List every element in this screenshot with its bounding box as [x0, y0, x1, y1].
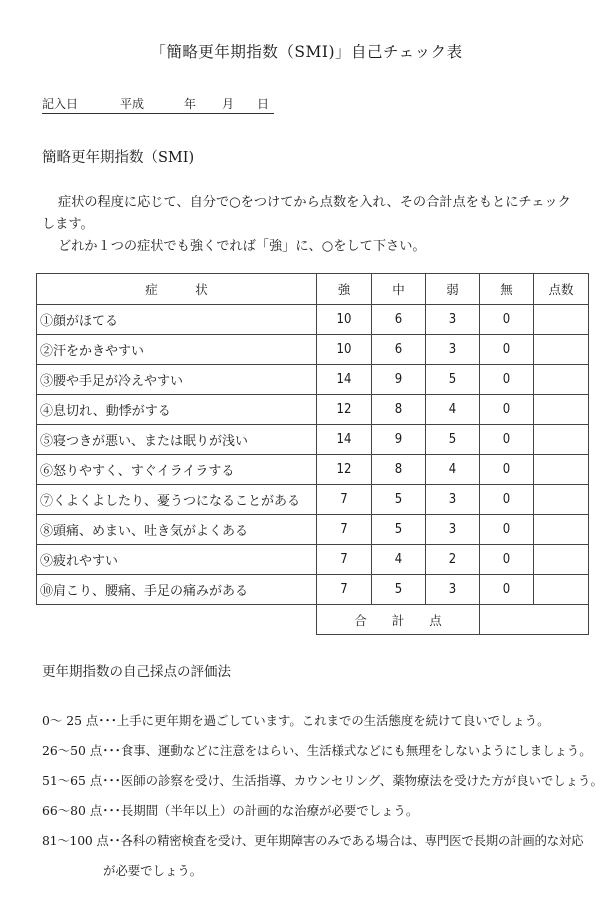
table-row: [37, 425, 589, 455]
points-none-cell[interactable]: 0: [480, 455, 534, 485]
header-medium: 中: [372, 274, 426, 305]
points-medium-cell[interactable]: 8: [372, 395, 426, 425]
points-strong-cell[interactable]: 12: [317, 455, 372, 485]
date-month-label: 月: [222, 97, 235, 111]
points-none-cell[interactable]: 0: [480, 545, 534, 575]
points-medium-cell[interactable]: 6: [372, 335, 426, 365]
points-weak-cell[interactable]: 2: [426, 545, 480, 575]
symptom-cell: ⑧頭痛、めまい、吐き気がよくある: [37, 515, 317, 545]
instruction-line-2: します。: [42, 217, 94, 232]
points-weak-cell[interactable]: 4: [426, 455, 480, 485]
points-none-cell[interactable]: 0: [480, 395, 534, 425]
points-none-cell[interactable]: 0: [480, 425, 534, 455]
points-medium-cell[interactable]: 9: [372, 425, 426, 455]
total-row-spacer: [37, 605, 317, 635]
symptom-cell: ④息切れ、動悸がする: [37, 395, 317, 425]
points-medium-cell[interactable]: 5: [372, 485, 426, 515]
points-none-cell[interactable]: 0: [480, 365, 534, 395]
symptom-cell: ①顔がほてる: [37, 305, 317, 335]
evaluation-title: 更年期指数の自己採点の評価法: [42, 664, 231, 680]
symptom-cell: ②汗をかきやすい: [37, 335, 317, 365]
symptom-cell: ③腰や手足が冷えやすい: [37, 365, 317, 395]
points-weak-cell[interactable]: 3: [426, 515, 480, 545]
table-row: [37, 395, 589, 425]
points-weak-cell[interactable]: 3: [426, 305, 480, 335]
points-strong-cell[interactable]: 7: [317, 545, 372, 575]
score-input-cell[interactable]: [534, 515, 589, 545]
points-strong-cell[interactable]: 14: [317, 365, 372, 395]
score-input-cell[interactable]: [534, 395, 589, 425]
date-day-label: 日: [257, 97, 270, 111]
points-strong-cell[interactable]: 12: [317, 395, 372, 425]
table-row: [37, 515, 589, 545]
date-year-label: 年: [184, 97, 197, 111]
document-title: 「簡略更年期指数（SMI)」自己チェック表: [150, 43, 463, 61]
table-row: [37, 335, 589, 365]
points-weak-cell[interactable]: 4: [426, 395, 480, 425]
score-input-cell[interactable]: [534, 305, 589, 335]
symptom-cell: ⑩肩こり、腰痛、手足の痛みがある: [37, 575, 317, 605]
points-strong-cell[interactable]: 10: [317, 305, 372, 335]
points-none-cell[interactable]: 0: [480, 485, 534, 515]
total-row: [37, 605, 589, 635]
table-row: [37, 365, 589, 395]
header-none: 無: [480, 274, 534, 305]
instruction-line-1: 症状の程度に応じて、自分で○をつけてから点数を入れ、その合計点をもとにチェック: [58, 195, 571, 210]
table-row: [37, 485, 589, 515]
table-header-row: [37, 274, 589, 305]
smi-table: [36, 273, 589, 635]
points-none-cell[interactable]: 0: [480, 575, 534, 605]
score-input-cell[interactable]: [534, 425, 589, 455]
total-score-cell[interactable]: [480, 605, 589, 635]
header-strong: 強: [317, 274, 372, 305]
evaluation-item-1: 26～50 点･･･食事、運動などに注意をはらい、生活様式などにも無理をしないようにしましょう。: [42, 743, 592, 758]
points-none-cell[interactable]: 0: [480, 515, 534, 545]
points-weak-cell[interactable]: 3: [426, 335, 480, 365]
evaluation-item-3: 66～80 点･･･長期間（半年以上）の計画的な治療が必要でしょう。: [42, 803, 419, 818]
symptom-cell: ⑥怒りやすく、すぐイライラする: [37, 455, 317, 485]
header-symptom: 症 状: [37, 274, 317, 305]
evaluation-item-0: 0～ 25 点･･･上手に更年期を過ごしています。これまでの生活態度を続けて良いでしょう。: [42, 713, 550, 728]
points-none-cell[interactable]: 0: [480, 305, 534, 335]
score-input-cell[interactable]: [534, 545, 589, 575]
points-strong-cell[interactable]: 7: [317, 575, 372, 605]
table-row: [37, 455, 589, 485]
points-strong-cell[interactable]: 14: [317, 425, 372, 455]
points-medium-cell[interactable]: 8: [372, 455, 426, 485]
date-era: 平成: [120, 97, 145, 111]
symptom-cell: ⑨疲れやすい: [37, 545, 317, 575]
section-title: 簡略更年期指数（SMI): [42, 150, 195, 166]
header-score: 点数: [534, 274, 589, 305]
symptom-cell: ⑦くよくよしたり、憂うつになることがある: [37, 485, 317, 515]
points-none-cell[interactable]: 0: [480, 335, 534, 365]
header-weak: 弱: [426, 274, 480, 305]
total-label: 合 計 点: [317, 605, 480, 635]
points-strong-cell[interactable]: 7: [317, 485, 372, 515]
points-weak-cell[interactable]: 3: [426, 575, 480, 605]
evaluation-item-4: 81～100 点･･各科の精密検査を受け、更年期障害のみである場合は、専門医で長期の計画的な対応: [42, 833, 584, 848]
table-row: [37, 545, 589, 575]
points-weak-cell[interactable]: 3: [426, 485, 480, 515]
score-input-cell[interactable]: [534, 365, 589, 395]
symptom-cell: ⑤寝つきが悪い、または眠りが浅い: [37, 425, 317, 455]
score-input-cell[interactable]: [534, 485, 589, 515]
date-field[interactable]: [42, 95, 274, 114]
points-medium-cell[interactable]: 9: [372, 365, 426, 395]
score-input-cell[interactable]: [534, 575, 589, 605]
points-medium-cell[interactable]: 5: [372, 575, 426, 605]
score-input-cell[interactable]: [534, 455, 589, 485]
table-row: [37, 575, 589, 605]
points-weak-cell[interactable]: 5: [426, 425, 480, 455]
instruction-line-3: どれか１つの症状でも強くでれば「強」に、○をして下さい。: [58, 239, 426, 254]
table-row: [37, 305, 589, 335]
points-medium-cell[interactable]: 5: [372, 515, 426, 545]
score-input-cell[interactable]: [534, 335, 589, 365]
points-weak-cell[interactable]: 5: [426, 365, 480, 395]
evaluation-item-2: 51～65 点･･･医師の診察を受け、生活指導、カウンセリング、薬物療法を受けた方が良いでしょう。: [42, 773, 603, 788]
points-medium-cell[interactable]: 4: [372, 545, 426, 575]
points-strong-cell[interactable]: 7: [317, 515, 372, 545]
evaluation-item-4-continuation: が必要でしょう。: [103, 863, 203, 878]
points-medium-cell[interactable]: 6: [372, 305, 426, 335]
points-strong-cell[interactable]: 10: [317, 335, 372, 365]
date-label: 記入日: [42, 97, 79, 111]
